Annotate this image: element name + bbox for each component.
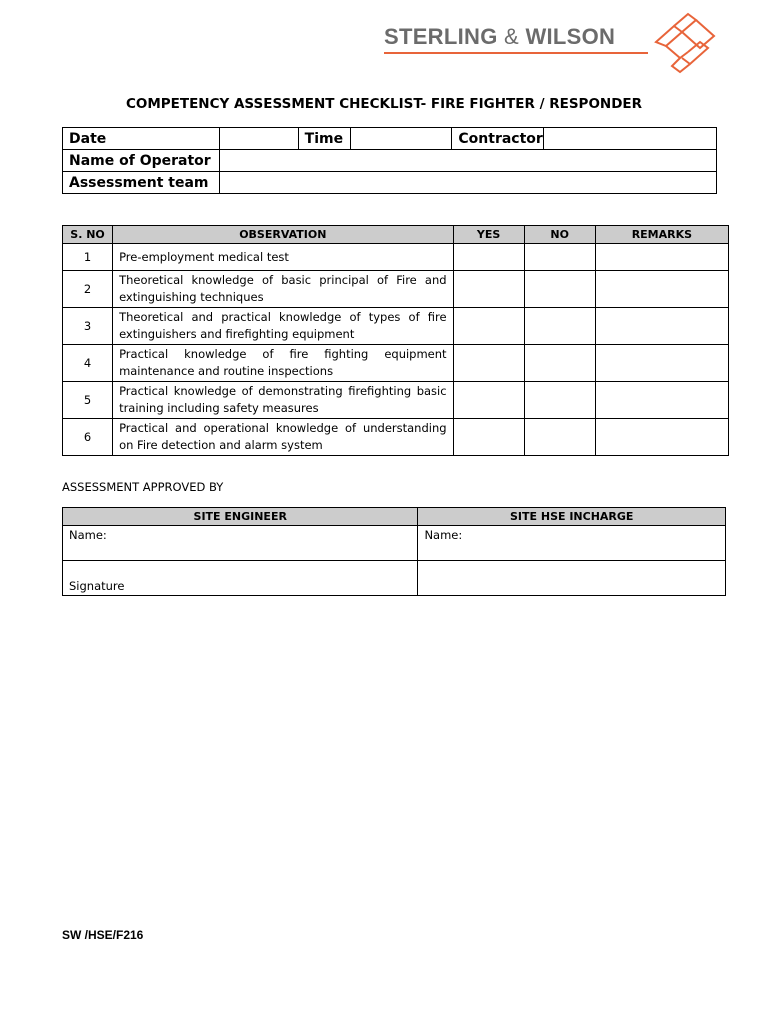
row-number: 2 bbox=[63, 271, 113, 308]
remarks-cell[interactable] bbox=[595, 271, 728, 308]
remarks-cell[interactable] bbox=[595, 345, 728, 382]
remarks-cell[interactable] bbox=[595, 308, 728, 345]
approval-table bbox=[62, 507, 726, 596]
observation-table bbox=[62, 225, 729, 456]
no-cell[interactable] bbox=[524, 382, 595, 419]
no-cell[interactable] bbox=[524, 419, 595, 456]
yes-cell[interactable] bbox=[453, 345, 524, 382]
company-logo bbox=[380, 12, 720, 74]
date-label: Date bbox=[63, 128, 220, 150]
form-code: SW /HSE/F216 bbox=[62, 928, 144, 942]
engineer-signature-field[interactable] bbox=[63, 561, 418, 596]
yes-cell[interactable] bbox=[453, 308, 524, 345]
logo-wordmark bbox=[384, 24, 615, 50]
header-no: NO bbox=[524, 226, 595, 244]
yes-cell[interactable] bbox=[453, 419, 524, 456]
row-number: 5 bbox=[63, 382, 113, 419]
observation-text: Theoretical knowledge of basic principal of Fire and extinguishing techniques bbox=[113, 271, 454, 308]
header-remarks: REMARKS bbox=[595, 226, 728, 244]
table-row bbox=[63, 419, 729, 456]
yes-cell[interactable] bbox=[453, 382, 524, 419]
contractor-field[interactable] bbox=[544, 128, 717, 150]
header-yes: YES bbox=[453, 226, 524, 244]
date-field[interactable] bbox=[219, 128, 298, 150]
row-number: 3 bbox=[63, 308, 113, 345]
observation-text: Practical knowledge of demonstrating firefighting basic training including safety measures bbox=[113, 382, 454, 419]
observation-text: Pre-employment medical test bbox=[113, 244, 454, 271]
yes-cell[interactable] bbox=[453, 244, 524, 271]
time-label: Time bbox=[298, 128, 350, 150]
assessment-info-table bbox=[62, 127, 717, 194]
signature-label: Signature bbox=[69, 579, 125, 593]
name-label: Name: bbox=[424, 528, 463, 542]
logo-underline bbox=[384, 52, 648, 54]
approval-heading: ASSESSMENT APPROVED BY bbox=[62, 480, 224, 494]
contractor-label: Contractor bbox=[452, 128, 544, 150]
engineer-name-field[interactable] bbox=[63, 526, 418, 561]
observation-text: Practical knowledge of fire fighting equipment maintenance and routine inspections bbox=[113, 345, 454, 382]
header-sno: S. NO bbox=[63, 226, 113, 244]
table-row bbox=[63, 308, 729, 345]
document-title: COMPETENCY ASSESSMENT CHECKLIST- FIRE FIGHTER / RESPONDER bbox=[125, 96, 643, 112]
table-row bbox=[63, 345, 729, 382]
yes-cell[interactable] bbox=[453, 271, 524, 308]
remarks-cell[interactable] bbox=[595, 244, 728, 271]
site-hse-incharge-header: SITE HSE INCHARGE bbox=[418, 508, 726, 526]
name-label: Name: bbox=[69, 528, 107, 542]
no-cell[interactable] bbox=[524, 244, 595, 271]
logo-mark-icon bbox=[652, 12, 718, 74]
table-row bbox=[63, 271, 729, 308]
logo-text-wilson: WILSON bbox=[525, 24, 616, 49]
no-cell[interactable] bbox=[524, 345, 595, 382]
operator-field[interactable] bbox=[219, 150, 716, 172]
observation-text: Theoretical and practical knowledge of types of fire extinguishers and firefighting equipment bbox=[113, 308, 454, 345]
team-field[interactable] bbox=[219, 172, 716, 194]
observation-text: Practical and operational knowledge of understanding on Fire detection and alarm system bbox=[113, 419, 454, 456]
table-row bbox=[63, 382, 729, 419]
operator-label: Name of Operator bbox=[63, 150, 220, 172]
hse-name-field[interactable] bbox=[418, 526, 726, 561]
team-label: Assessment team bbox=[63, 172, 220, 194]
time-field[interactable] bbox=[350, 128, 452, 150]
header-observation: OBSERVATION bbox=[113, 226, 454, 244]
hse-signature-field[interactable] bbox=[418, 561, 726, 596]
row-number: 1 bbox=[63, 244, 113, 271]
logo-text-sterling: STERLING bbox=[384, 24, 498, 49]
table-row bbox=[63, 244, 729, 271]
remarks-cell[interactable] bbox=[595, 419, 728, 456]
no-cell[interactable] bbox=[524, 308, 595, 345]
remarks-cell[interactable] bbox=[595, 382, 728, 419]
no-cell[interactable] bbox=[524, 271, 595, 308]
site-engineer-header: SITE ENGINEER bbox=[63, 508, 418, 526]
row-number: 6 bbox=[63, 419, 113, 456]
row-number: 4 bbox=[63, 345, 113, 382]
logo-text-ampersand: & bbox=[504, 24, 520, 49]
